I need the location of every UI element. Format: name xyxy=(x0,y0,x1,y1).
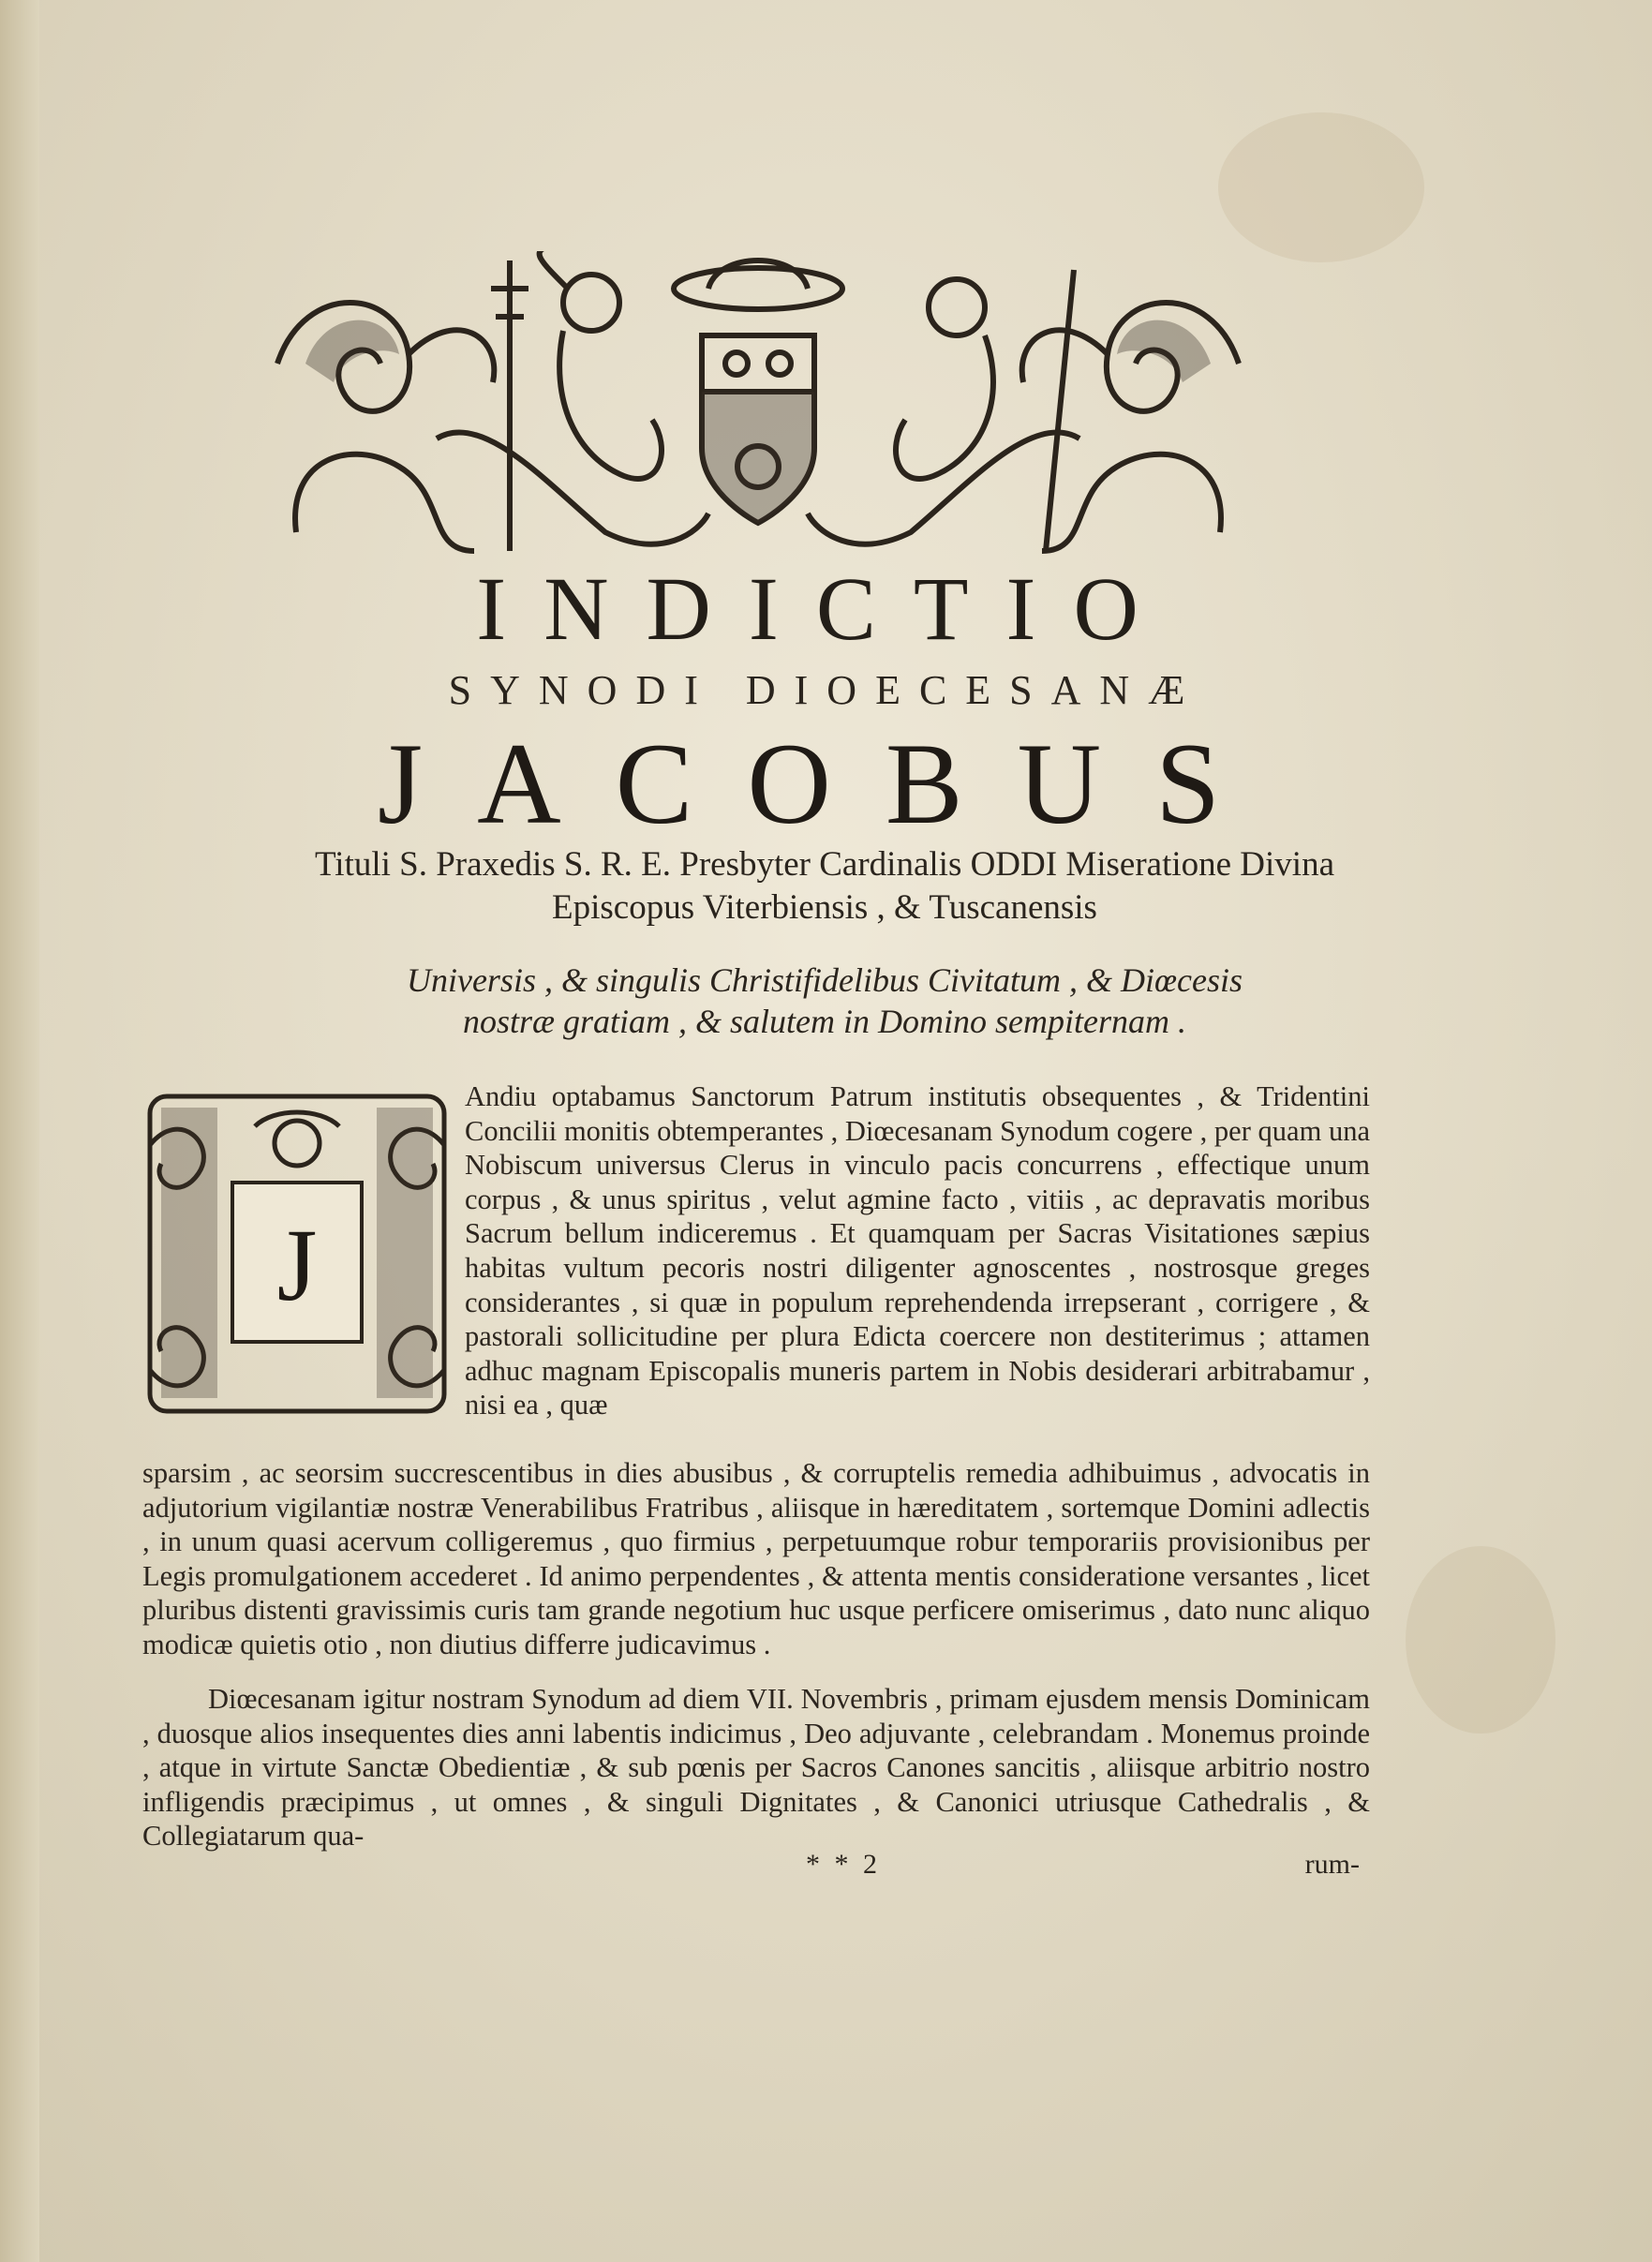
headpiece-ornament xyxy=(268,251,1248,562)
address-line: Universis , & singulis Christifidelibus Civitatum , & Diœcesis xyxy=(406,961,1243,999)
title-synodi: SYNODI DIOECESANÆ xyxy=(448,667,1204,713)
address-line: nostræ gratiam , & salutem in Domino sempiternam . xyxy=(462,1003,1186,1040)
title-indictio: INDICTIO xyxy=(476,558,1176,659)
title-description-line: Tituli S. Praxedis S. R. E. Presbyter Cardinalis ODDI Miseratione Divina xyxy=(314,845,1334,884)
catchword: rum- xyxy=(1304,1849,1360,1880)
signature-mark: * * 2 xyxy=(806,1849,881,1880)
initial-letter: J xyxy=(276,1208,318,1322)
body-paragraph-2: sparsim , ac seorsim succrescentibus in dies abusibus , & corruptelis remedia adhibuimus , advocatis in adjutorium vigilantiæ nostræ Venerabilibus Fratribus , aliisque in hæreditatem , sortemque Domini adlectis , in unum quasi acervum colligeremus , quo firmius , perpetuumque robur temporariis provisionibus per Legis promulgationem accederet . Id animo perpendentes , & attenta mentis consideratione versantes , licet pluribus distenti gravissimis curis tam grande negotium huc usque perficere omiserimus , dato nunc aliquo modicæ quietis otio , non diutius differre judicavimus . xyxy=(142,1457,1370,1660)
paper-stain xyxy=(1218,112,1424,262)
title-description xyxy=(122,843,1527,930)
paper-stain xyxy=(1406,1546,1555,1734)
body-paragraph-3: Diœcesanam igitur nostram Synodum ad diem VII. Novembris , primam ejusdem mensis Dominicam , duosque alios insequentes dies anni labentis indicimus , Deo adjuvante , celebrandam . Monemus proinde , atque in virtute Sanctæ Obedientiæ , & sub pœnis per Sacros Canones sancitis , aliisque arbitrio nostro infligendis præcipimus , ut omnes , & singuli Dignitates , & Canonici utriusque Cathedralis , & Collegiatarum qua- xyxy=(142,1683,1370,1853)
page-gutter xyxy=(0,0,39,2262)
address-lines xyxy=(159,960,1490,1042)
title-description-line: Episcopus Viterbiensis , & Tuscanensis xyxy=(552,888,1097,927)
title-jacobus: JACOBUS xyxy=(377,720,1275,848)
decorated-initial xyxy=(142,1089,452,1419)
body-paragraph-1: Andiu optabamus Sanctorum Patrum institutis obsequentes , & Tridentini Concilii monitis obtemperantes , Diœcesanam Synodum cogere , per quam una Nobiscum universus Clerus in vinculo pacis concurrens , effectique unum corpus , & unus spiritus , velut agmine facto , vitiis , ac depravatis moribus Sacrum bellum indiceremus . Et quamquam per Sacras Visitationes sæpius habitas vultum pecoris nostri diligenter agnoscentes , nostrosque greges considerantes , si quæ in populum reprehendenda irrepserant , corrigere , & pastorali sollicitudine per plura Edicta coercere non destiterimus ; attamen adhuc magnam Episcopalis muneris partem in Nobis desiderari arbitrabamur , nisi ea , quæ xyxy=(465,1080,1370,1421)
